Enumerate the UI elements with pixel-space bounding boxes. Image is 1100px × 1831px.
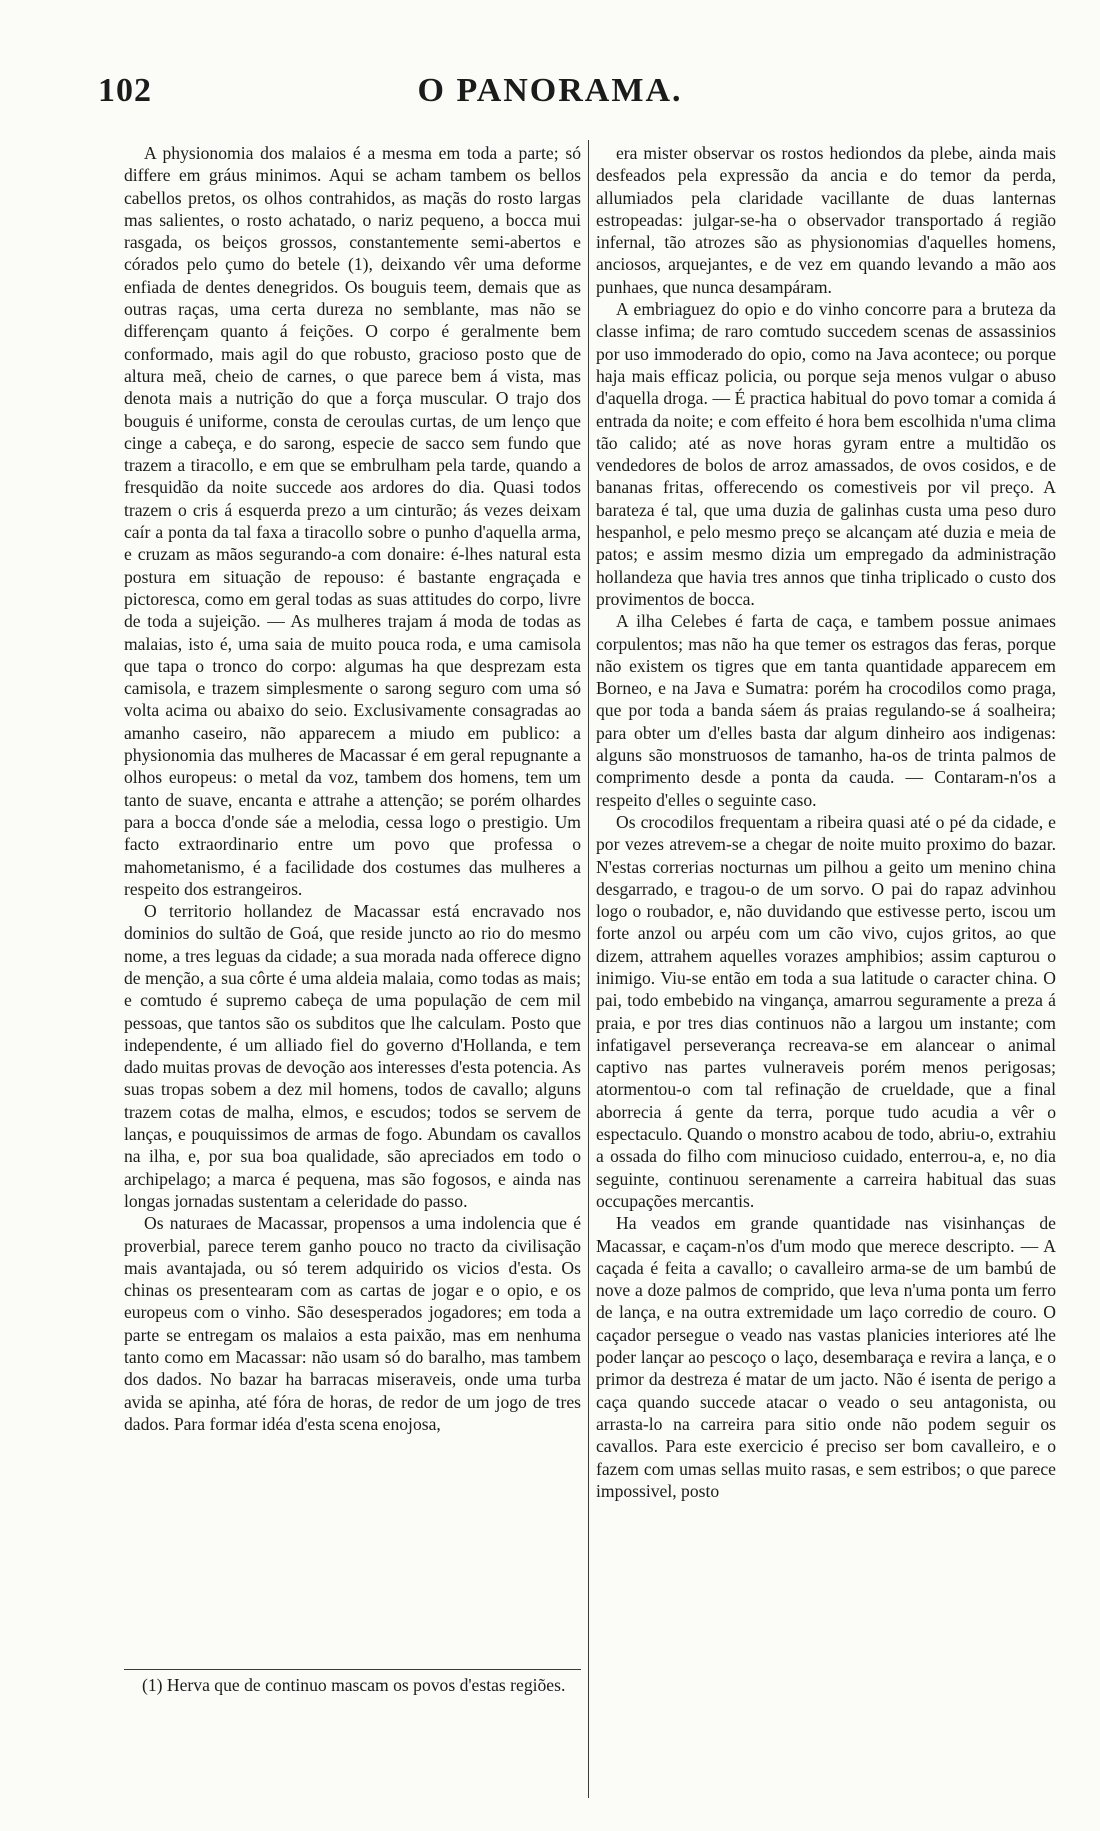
journal-title: O PANORAMA. xyxy=(417,72,683,109)
paragraph: A physionomia dos malaios é a mesma em toda a parte; só differe em gráus minimos. Aqui se acham tambem os bellos cabellos pretos, os olhos contrahidos, as maçãs do rosto largas mas salientes, o rosto achatado, o nariz pequeno, a bocca mui rasgada, os beiços grossos, constantemente semi-abertos e córados pelo çumo do betele (1), deixando vêr uma deforme enfiada de dentes denegridos. Os bouguis teem, demais que as outras raças, uma certa dureza no semblante, mas não se differençam quanto á feições. O corpo é geralmente bem conformado, mais agil do que robusto, gracioso posto que de altura meã, cheio de carnes, o que parece bem á vista, mas denota mais a nutrição do que a força muscular. O trajo dos bouguis é uniforme, consta de ceroulas curtas, de um lenço que cinge a cabeça, e do sarong, especie de sacco sem fundo que trazem a tiracollo, e em que se embrulham pela tarde, quando a fresquidão da noite succede aos ardores do dia. Quasi todos trazem o cris á esquerda prezo a um cinturão; ás vezes deixam caír a ponta da tal faxa a tiracollo sobre o punho d'aquella arma, e cruzam as mãos segurando-a com donaire: é-lhes natural esta postura em situação de repouso: é bastante engraçada e pictoresca, como em geral todas as suas attitudes do corpo, livre de toda a sujeição. — As mulheres trajam á moda de todas as malaias, isto é, uma saia de muito pouca roda, e uma camisola que tapa o tronco do corpo: algumas ha que desprezam esta camisola, e trazem simplesmente o sarong seguro com uma só volta acima ou abaixo do seio. Exclusivamente consagradas ao amanho caseiro, não apparecem a miudo em publico: a physionomia das mulheres de Macassar é em geral repugnante a olhos europeus: o metal da voz, tambem dos homens, tem um tanto de suave, encanta e attrahe a attenção; se porém olhardes para a bocca d'onde sáe a melodia, cessa logo o prestigio. Um facto extraordinario entre um povo que professa o mahometanismo, é a facilidade dos costumes das mulheres a respeito dos estrangeiros. xyxy=(124,143,581,899)
paragraph: A ilha Celebes é farta de caça, e tambem possue animaes corpulentos; mas não ha que temer os estragos das feras, porque não existem os tigres que em tanta quantidade apparecem em Borneo, e na Java e Sumatra: porém ha crocodilos como praga, que por toda a banda sáem ás praias regulando-se á soalheira; para obter um d'elles basta dar algum dinheiro aos indigenas: alguns são monstruosos de tamanho, ha-os de trinta palmos de comprimento desde a ponta da cauda. — Contaram-n'os a respeito d'elles o seguinte caso. xyxy=(596,611,1056,810)
footnote: (1) Herva que de continuo mascam os povos d'estas regiões. xyxy=(142,1675,566,1695)
left-column xyxy=(124,142,581,1435)
paragraph: Ha veados em grande quantidade nas visinhanças de Macassar, e caçam-n'os d'um modo que merece descripto. — A caçada é feita a cavallo; o cavalleiro arma-se de um bambú de nove a doze palmos de comprido, que leva n'uma ponta um ferro de lança, e na outra extremidade um laço corredio de couro. O caçador persegue o veado nas vastas planicies interiores até lhe poder lançar ao pescoço o laço, desembaraça e revira a lança, e o primor da destreza é matar de um jacto. Não é isenta de perigo a caça quando succede atacar o veado o seu antagonista, ou arrasta-lo na carreira para sitio onde não podem seguir os cavallos. Para este exercicio é preciso ser bom cavalleiro, e o fazem com umas sellas muito rasas, e sem estribos; o que parece impossivel, posto xyxy=(596,1213,1056,1501)
paragraph: Os naturaes de Macassar, propensos a uma indolencia que é proverbial, parece terem ganho pouco no tracto da civilisação mais avantajada, ou só terem adquirido os vicios d'esta. Os chinas os presentearam com as cartas de jogar e o opio, e os europeus com o vinho. São desesperados jogadores; em toda a parte se entregam os malaios a esta paixão, mas em nenhuma tanto como em Macassar: não usam só do baralho, mas tambem dos dados. No bazar ha barracas miseraveis, onde uma turba avida se apinha, até fóra de horas, de redor de um jogo de tres dados. Para formar idéa d'esta scena enojosa, xyxy=(124,1213,581,1434)
page-number: 102 xyxy=(98,72,152,109)
right-column xyxy=(596,142,1056,1502)
footnote-divider xyxy=(124,1669,581,1670)
column-divider xyxy=(588,140,589,1798)
paragraph: O territorio hollandez de Macassar está encravado nos dominios do sultão de Goá, que reside juncto ao rio do mesmo nome, a tres leguas da cidade; a sua morada nada offerece digno de menção, a sua côrte é uma aldeia malaia, como todas as mais; e comtudo é supremo cabeça de uma população de cem mil pessoas, que tantos são os subditos que lhe calculam. Posto que independente, é um alliado fiel do governo d'Hollanda, e tem dado muitas provas de devoção aos interesses d'esta potencia. As suas tropas sobem a dez mil homens, todos de cavallo; alguns trazem cotas de malha, elmos, e escudos; todos se servem de lanças, e pouquissimos de armas de fogo. Abundam os cavallos na ilha, e, por sua boa qualidade, são apreciados em todo o archipelago; a marca é pequena, mas são fogosos, e ainda nas longas jornadas sustentam a celeridade do passo. xyxy=(124,901,581,1211)
paragraph: era mister observar os rostos hediondos da plebe, ainda mais desfeados pela expressão da ancia e do temor da perda, allumiados pela claridade vacillante de duas lanternas estropeadas: julgar-se-ha o observador transportado á região infernal, tão atrozes são as physionomias d'aquelles homens, anciosos, arquejantes, e de vez em quando levando a mão aos punhaes, que nunca desampáram. xyxy=(596,143,1056,297)
paragraph: Os crocodilos frequentam a ribeira quasi até o pé da cidade, e por vezes atrevem-se a chegar de noite muito proximo do bazar. N'estas correrias nocturnas um pilhou a geito um menino china desgarrado, e tragou-o de um sorvo. O pai do rapaz advinhou logo o roubador, e, não duvidando que estivesse perto, iscou um forte anzol ou arpéu com um cão vivo, cujos gritos, ao que dizem, attrahem aquelles vorazes amphibios; assim capturou o inimigo. Viu-se então em toda a sua latitude o caracter china. O pai, todo embebido na vingança, amarrou seguramente a preza á praia, e por tres dias continuos não a largou um instante; com infatigavel perseverança recreava-se em alancear o animal captivo nas partes vulneraveis porém menos perigosas; atormentou-o com tal refinação de crueldade, que a final aborrecia á gente da terra, porque tudo acudia a vêr o espectaculo. Quando o monstro acabou de todo, abriu-o, extrahiu a ossada do filho com minucioso cuidado, enterrou-a, e, no dia seguinte, continuou serenamente a carreira habitual das suas occupações mercantis. xyxy=(596,811,1056,1211)
paragraph: A embriaguez do opio e do vinho concorre para a bruteza da classe infima; de raro comtudo succedem scenas de assassinios por uso immoderado do opio, como na Java acontece; ou porque haja mais efficaz policia, ou porque seja menos vulgar o abuso d'aquella droga. — É practica habitual do povo tomar a comida á entrada da noite; e com effeito é hora bem escolhida n'uma clima tão calido; até as nove horas gyram entre a multidão os vendedores de bolos de arroz amassados, de ovos cosidos, e de bananas fritas, offerecendo os comestiveis por vil preço. A barateza é tal, que uma duzia de galinhas custa uma peso duro hespanhol, e pelo mesmo preço se alcançam até duzia e meia de patos; e assim mesmo dizia um empregado da administração hollandeza que havia tres annos que tinha triplicado o custo dos provimentos de bocca. xyxy=(596,299,1056,609)
